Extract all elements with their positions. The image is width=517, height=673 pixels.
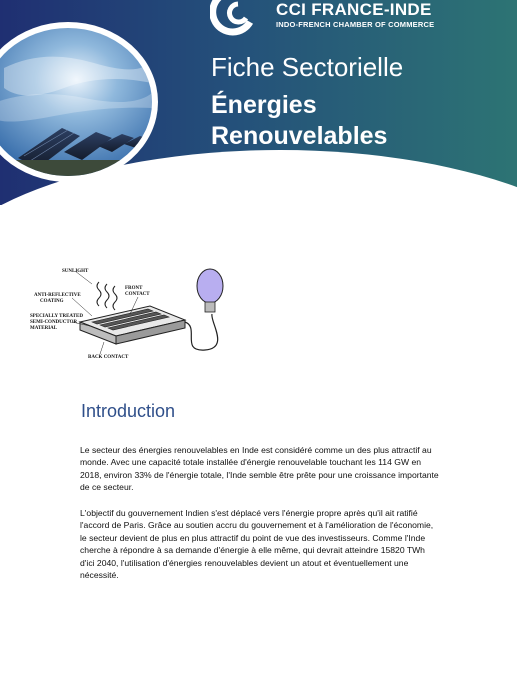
section-title: Introduction	[81, 401, 176, 421]
bulb-base	[205, 302, 215, 312]
label-semiconductor-1: SPECIALLY TREATED	[30, 314, 83, 319]
logo-subtitle: INDO-FRENCH CHAMBER OF COMMERCE	[276, 20, 435, 29]
label-semiconductor-2: SEMI-CONDUCTOR	[30, 320, 78, 325]
label-anti-reflective-1: ANTI-REFLECTIVE	[34, 293, 81, 298]
logo-name: CCI FRANCE-INDE	[276, 0, 432, 19]
label-sunlight: SUNLIGHT	[62, 269, 89, 274]
label-anti-reflective-2: COATING	[40, 299, 64, 304]
label-front-contact-2: CONTACT	[125, 292, 150, 297]
sunlight-ray-3	[113, 286, 117, 310]
label-front-contact-1: FRONT	[125, 286, 143, 291]
light-bulb-icon	[197, 269, 223, 303]
intro-paragraph-2: L'objectif du gouvernement Indien s'est déplacé vers l'énergie propre après qu'il ait ratifié l'accord de Paris. Grâce au soutien accru du gouvernement et à l'amélioration de l'économie, le secteur devient de plus en plus attractif du point de vue des investisseurs. Comme l'Inde cherche à répondre à sa demande d'énergie à elle même, qui devrait atteindre 15820 TWh d'ici 2040, l'utilisation d'énergies renouvelables devient un atout et éventuellement une nécessité.	[80, 508, 434, 581]
cci-logo-mark-icon	[210, 0, 266, 36]
label-back-contact: BACK CONTACT	[88, 355, 129, 360]
intro-paragraph-1: Le secteur des énergies renouvelables en Inde est considéré comme un des plus attractif au monde. Avec une capacité totale installée d'énergie renouvelable touchant les 114 GW en 2018, environ 33% de l'énergie totale, l'Inde semble être prête pour une croissance importante de ce secteur.	[80, 445, 439, 493]
label-semiconductor-3: MATERIAL	[30, 326, 58, 331]
document-title-line2: Renouvelables	[211, 122, 388, 150]
cci-logo	[210, 0, 510, 36]
document-title	[211, 90, 471, 152]
solar-cell-diagram	[30, 262, 260, 372]
sunlight-ray-2	[105, 284, 109, 308]
cover-header	[0, 0, 517, 205]
document-title-line1: Énergies	[211, 91, 317, 119]
sunlight-ray-1	[97, 282, 101, 306]
wire	[185, 314, 218, 350]
document-type: Fiche Sectorielle	[211, 52, 404, 82]
